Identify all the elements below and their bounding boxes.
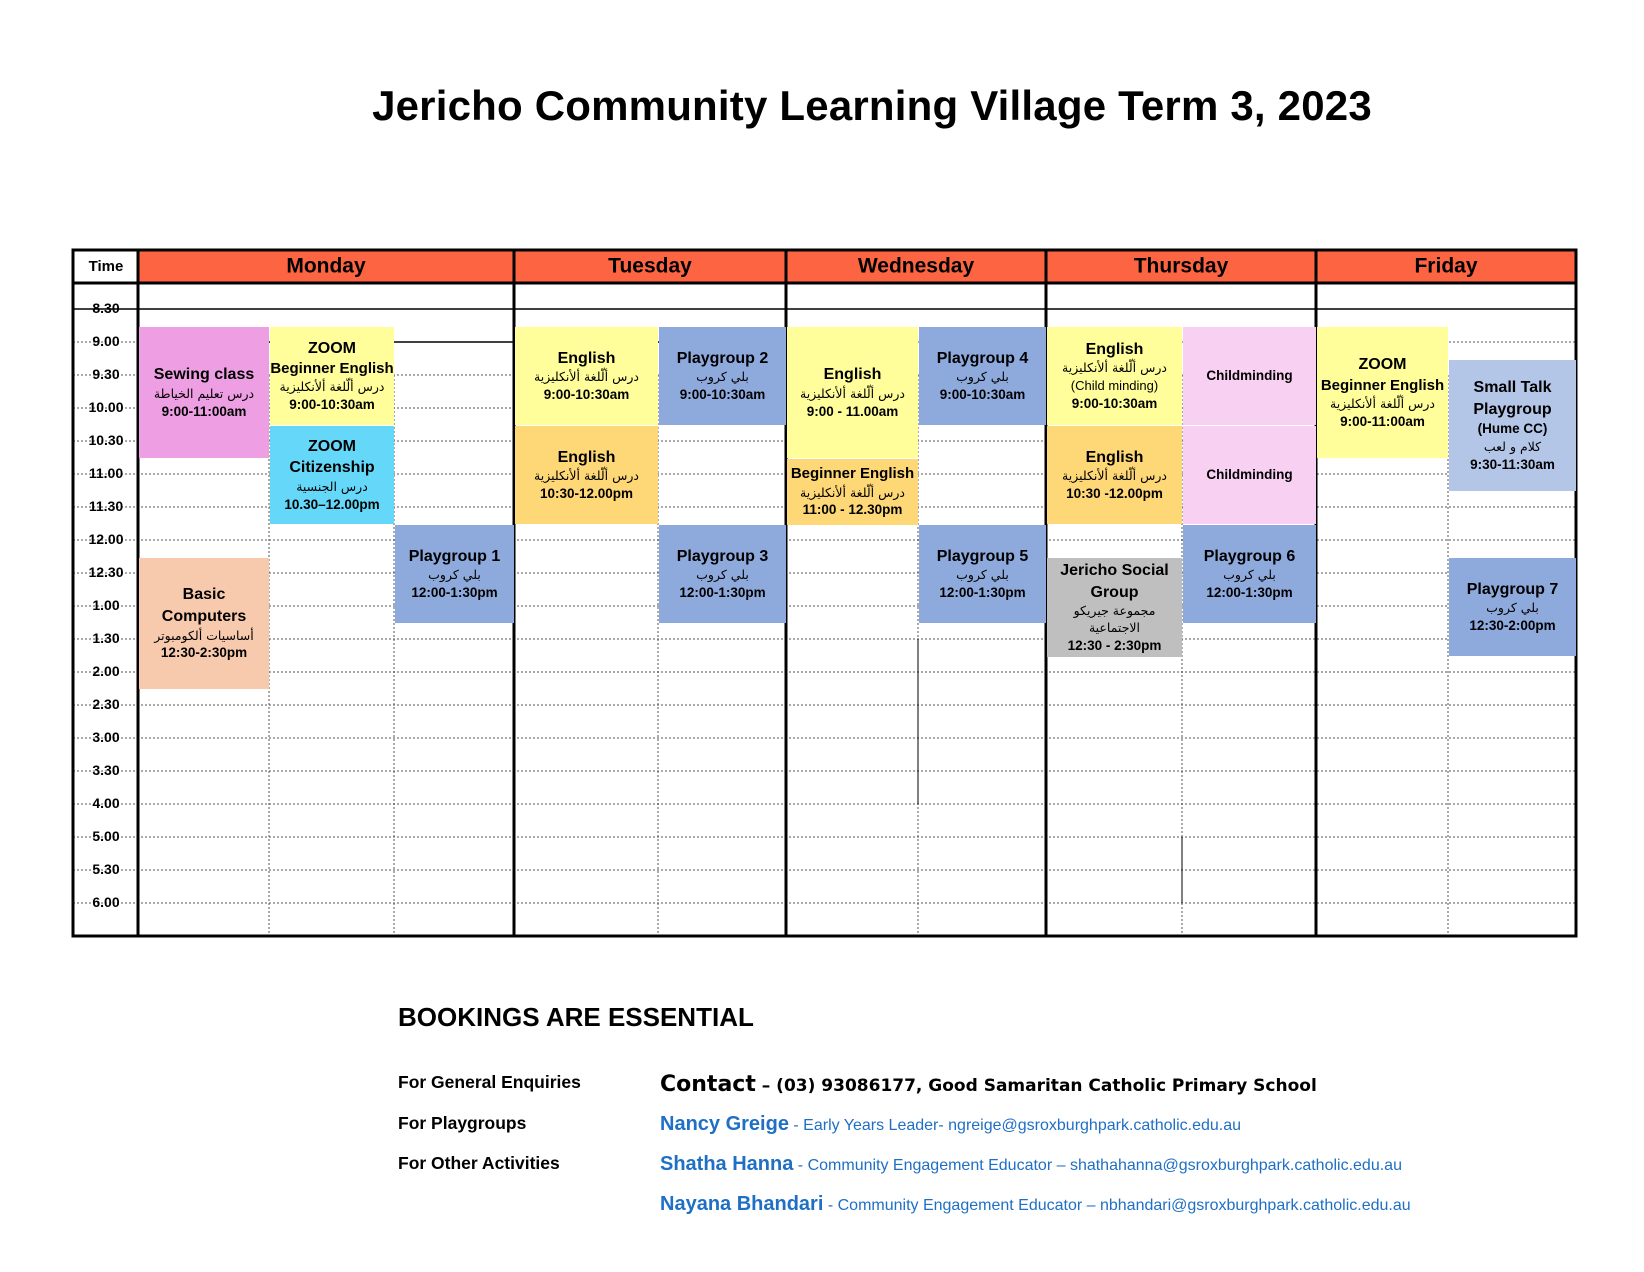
- event-line: بلي كروب: [956, 567, 1009, 583]
- event-line: Playgroup 5: [936, 547, 1029, 565]
- event-line: درس تعليم الخياطة: [153, 385, 255, 401]
- event-line: 12:30 - 2:30pm: [1067, 637, 1162, 653]
- event-line: درس ألّلغة ألأنكليزية: [800, 385, 905, 401]
- time-label: 10.00: [88, 399, 124, 416]
- event-line: 12:00-1:30pm: [411, 585, 498, 601]
- event-line: Basic: [182, 586, 226, 604]
- time-label: 12.00: [88, 531, 124, 548]
- event-line: 10:30 -12.00pm: [1066, 486, 1163, 502]
- time-label: 5.30: [92, 861, 120, 878]
- event-line: درس ألّلغة ألأنكليزية: [279, 379, 385, 395]
- event-line: (Child minding): [1070, 378, 1159, 394]
- event-line: بلي كروب: [696, 567, 749, 583]
- event-playgroup-3: [659, 525, 786, 623]
- event-basic-computers: [139, 558, 269, 689]
- event-wed-english: [787, 327, 918, 458]
- contact-name: Nancy Greige: [660, 1113, 789, 1135]
- contact-name: Shatha Hanna: [660, 1153, 794, 1175]
- event-line: English: [1085, 340, 1144, 358]
- event-line: Playgroup: [1473, 400, 1552, 418]
- day-header-monday: Monday: [286, 254, 366, 278]
- contact-word: Contact: [660, 1072, 756, 1097]
- event-playgroup-6: [1183, 525, 1316, 623]
- event-playgroup-2: [659, 327, 786, 425]
- event-line: ZOOM: [308, 437, 356, 455]
- event-line: English: [557, 349, 616, 367]
- time-label: 6.00: [92, 894, 120, 911]
- event-line: Playgroup 1: [408, 547, 501, 565]
- event-line: 9:00-10:30am: [939, 387, 1026, 403]
- event-line: 9:00-10:30am: [679, 387, 766, 403]
- event-line: بلي كروب: [696, 369, 749, 385]
- event-line: أساسيات ألكومبوتر: [154, 627, 254, 643]
- time-label: 3.00: [92, 729, 120, 746]
- day-header-friday: Friday: [1414, 254, 1478, 278]
- event-childminding-1: [1183, 327, 1316, 425]
- time-label: 5.00: [92, 828, 120, 845]
- event-line: 12:00-1:30pm: [939, 585, 1026, 601]
- event-line: درس ألّلغة ألأنكليزية: [800, 484, 905, 500]
- page-title: Jericho Community Learning Village Term 3, 2023: [372, 82, 1372, 129]
- event-line: Childminding: [1206, 466, 1293, 482]
- event-line: English: [557, 448, 616, 466]
- event-tue-english-1: [515, 327, 658, 425]
- event-jericho-social: [1047, 558, 1182, 657]
- contact-role: - Community Engagement Educator – shathahanna@gsroxburghpark.catholic.edu.au: [793, 1157, 1402, 1174]
- label-general-enquiries: For General Enquiries: [398, 1072, 581, 1092]
- event-line: درس ألّلغة ألأنكليزية: [1330, 395, 1435, 411]
- event-playgroup-4: [919, 327, 1046, 425]
- event-playgroup-5: [919, 525, 1046, 623]
- event-line: 12:30-2:00pm: [1469, 618, 1556, 634]
- event-line: مجموعة جيريكو الاجتماعية: [1073, 603, 1156, 635]
- time-header: Time: [88, 257, 124, 275]
- event-line: درس ألّلغة ألأنكليزية: [1062, 468, 1167, 484]
- event-line: درس ألّلغة ألأنكليزية: [534, 369, 639, 385]
- event-playgroup-1: [395, 525, 514, 623]
- event-line: 9:00-10:30am: [289, 397, 375, 413]
- event-line: Jericho Social: [1060, 561, 1169, 579]
- label-other-activities: For Other Activities: [398, 1153, 560, 1173]
- event-line: English: [1085, 448, 1144, 466]
- event-line: Playgroup 2: [676, 349, 769, 367]
- event-line: 12:00-1:30pm: [1206, 585, 1293, 601]
- event-line: Playgroup 6: [1203, 547, 1296, 565]
- event-line: بلي كروب: [1223, 567, 1276, 583]
- event-mon-zoom-english: [270, 327, 394, 425]
- event-line: ZOOM: [1358, 356, 1407, 374]
- event-line: Citizenship: [289, 459, 375, 477]
- event-line: Beginner English: [270, 360, 394, 378]
- event-line: Beginner English: [790, 465, 915, 483]
- event-line: Group: [1090, 583, 1139, 601]
- event-playgroup-7: [1449, 558, 1576, 656]
- event-line: 10:30-12.00pm: [539, 486, 634, 502]
- event-line: بلي كروب: [428, 567, 481, 583]
- event-line: Sewing class: [153, 366, 255, 384]
- event-line: 10.30–12.00pm: [284, 496, 380, 512]
- event-line: 11:00 - 12.30pm: [802, 502, 903, 518]
- event-line: درس الجنسية: [296, 479, 368, 495]
- event-fri-zoom-english: [1317, 327, 1448, 458]
- event-childminding-2: [1183, 426, 1316, 524]
- time-label: 12.30: [88, 564, 124, 581]
- day-header-wednesday: Wednesday: [857, 254, 975, 278]
- event-line: 12:30-2:30pm: [160, 645, 248, 661]
- event-line: Playgroup 3: [676, 547, 769, 565]
- event-line: 9:00-10:30am: [1071, 395, 1158, 411]
- time-label: 2.00: [92, 663, 120, 680]
- contact-name: Nayana Bhandari: [660, 1193, 824, 1215]
- contact-role: - Early Years Leader- ngreige@gsroxburghpark.catholic.edu.au: [788, 1117, 1242, 1134]
- event-line: Small Talk: [1473, 379, 1552, 397]
- event-line: بلي كروب: [1486, 600, 1539, 616]
- event-line: 12:00-1:30pm: [679, 585, 766, 601]
- event-line: ZOOM: [308, 339, 356, 357]
- label-playgroups: For Playgroups: [398, 1113, 527, 1133]
- event-line: Childminding: [1206, 367, 1293, 383]
- event-line: 9:00 - 11.00am: [806, 403, 899, 419]
- event-line: بلي كروب: [956, 369, 1009, 385]
- event-line: Beginner English: [1320, 376, 1445, 394]
- event-line: 9:00-11:00am: [1340, 413, 1425, 429]
- contact-line: [660, 1072, 1317, 1097]
- event-wed-beginner-english: [787, 459, 918, 525]
- day-header-thursday: Thursday: [1133, 254, 1229, 278]
- time-label: 3.30: [92, 762, 120, 779]
- event-sewing: [139, 327, 269, 458]
- contact-nancy: [660, 1113, 1241, 1136]
- time-label: 1.00: [92, 597, 120, 614]
- event-line: 9:00-10:30am: [543, 387, 630, 403]
- time-label: 11.30: [88, 498, 124, 515]
- event-thu-english-2: [1047, 426, 1182, 524]
- event-line: (Hume CC): [1477, 421, 1548, 437]
- time-label: 10.30: [88, 432, 124, 449]
- contact-shatha: [660, 1153, 1402, 1176]
- day-header-tuesday: Tuesday: [608, 254, 692, 278]
- time-label: 11.00: [88, 465, 124, 482]
- time-label: 9.30: [92, 366, 120, 383]
- event-small-talk: [1449, 360, 1576, 491]
- contact-role: - Community Engagement Educator – nbhandari@gsroxburghpark.catholic.edu.au: [823, 1197, 1411, 1214]
- event-line: درس ألّلغة ألأنكليزية: [534, 468, 639, 484]
- time-label: 8.30: [92, 300, 120, 317]
- event-line: 9:00-11:00am: [161, 403, 247, 419]
- bookings-heading: BOOKINGS ARE ESSENTIAL: [398, 1002, 754, 1032]
- time-label: 1.30: [92, 630, 120, 647]
- event-thu-english-1: [1047, 327, 1182, 425]
- event-mon-zoom-citizenship: [270, 426, 394, 524]
- event-line: كلام و لعب: [1483, 438, 1542, 454]
- time-label: 4.00: [92, 795, 120, 812]
- time-label: 2.30: [92, 696, 120, 713]
- event-line: درس ألّلغة ألأنكليزية: [1062, 360, 1167, 376]
- contact-nayana: [660, 1193, 1411, 1216]
- contact-detail: – (03) 93086177, Good Samaritan Catholic Primary School: [755, 1076, 1317, 1096]
- event-tue-english-2: [515, 426, 658, 524]
- event-line: Playgroup 7: [1466, 580, 1559, 598]
- event-line: English: [823, 366, 882, 384]
- event-line: Playgroup 4: [936, 349, 1029, 367]
- event-line: Computers: [161, 607, 247, 625]
- time-label: 9.00: [92, 333, 120, 350]
- event-line: 9:30-11:30am: [1470, 456, 1555, 472]
